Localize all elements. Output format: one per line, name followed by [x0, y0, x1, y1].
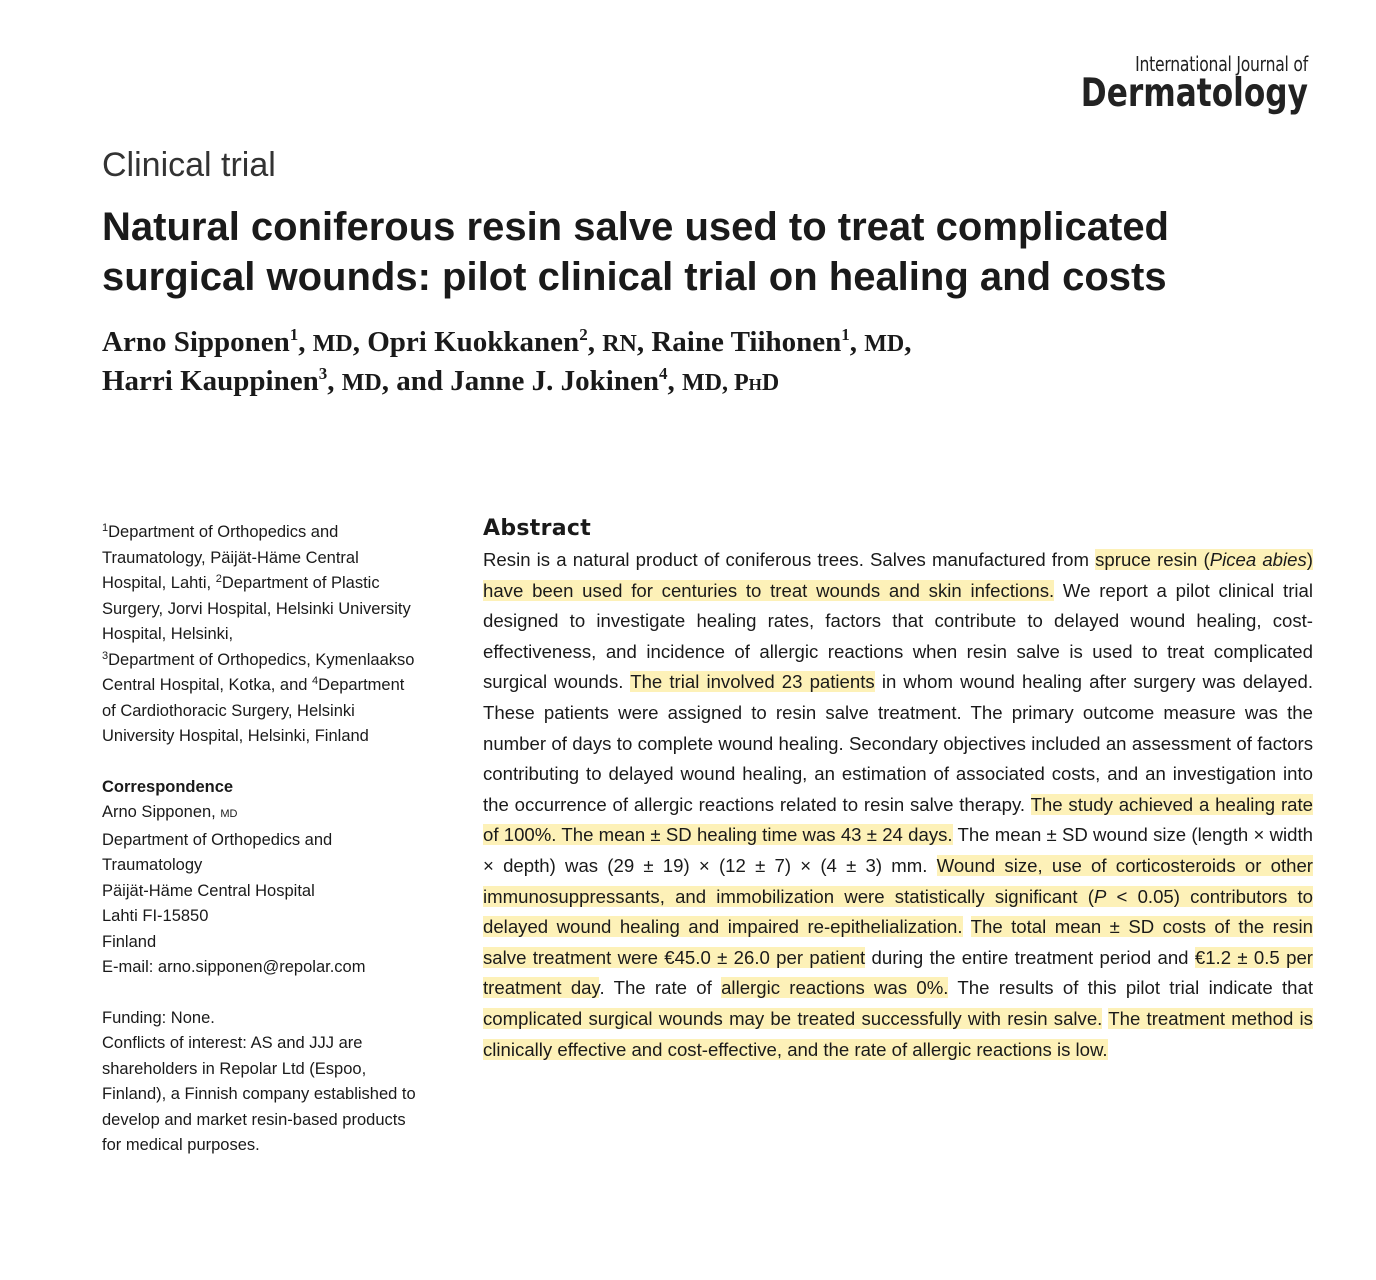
journal-logo — [1024, 52, 1308, 114]
correspondence-heading: Correspondence — [102, 777, 234, 796]
highlight: The study achieved a healing rate of 100%. The mean ± SD healing time was 43 ± 24 days. — [483, 793, 1313, 846]
correspondence-hospital: Päijät-Häme Central Hospital — [102, 881, 315, 900]
journal-name-line1: International Journal of — [1135, 52, 1308, 76]
author-list — [102, 324, 1102, 402]
affiliations: $^1$Department of Orthopedics and Traumatology, Päijät-Häme Central Hospital, Lahti, $^2$Department of Plastic Surgery, Jorvi Hospital, Helsinki University Hospital, Helsinki, $^3$Department of Orthopedics, Kymenlaakso Central Hospital, Kotka, and $^4$Department of Cardiothoracic Surgery, Helsinki University Hospital, Helsinki, Finland — [102, 522, 415, 745]
highlight: €1.2 ± 0.5 per treatment day — [483, 946, 1313, 999]
highlight: spruce resin (Picea abies) have been used for centuries to treat wounds and skin infections. — [483, 549, 1313, 601]
sidebar — [102, 520, 422, 1184]
correspondence-country: Finland — [102, 932, 157, 951]
correspondence-city: Lahti FI-15850 — [102, 907, 209, 925]
highlight: The total mean ± SD costs of the resin salve treatment were €45.0 ± 26.0 per patient — [483, 916, 1313, 968]
conflicts-of-interest: Conflicts of interest: AS and JJJ are shareholders in Repolar Ltd (Espoo, Finland), a Finnish company established to develop and market resin-based products for medical purposes. — [102, 1034, 416, 1154]
journal-name-line2: Dermatology — [1080, 71, 1308, 116]
highlight: The treatment method is clinically effective and cost-effective, and the rate of allergic reactions is low. — [483, 1007, 1313, 1060]
correspondence — [102, 775, 422, 981]
abstract-heading: Abstract — [483, 516, 592, 541]
highlight: allergic reactions was 0%. — [721, 977, 949, 999]
highlight: The trial involved 23 patients — [630, 671, 875, 693]
correspondence-name: Arno Sipponen, MD — [102, 803, 238, 821]
article-title: Natural coniferous resin salve used to treat complicated surgical wounds: pilot clinical trial on healing and costs — [102, 205, 1169, 299]
correspondence-email[interactable]: E-mail: arno.sipponen@repolar.com — [102, 958, 366, 976]
funding: Funding: None. — [102, 1008, 215, 1027]
author: Arno Sipponen$^1$, MD, — [102, 325, 368, 358]
abstract — [483, 516, 1313, 1065]
abstract-body: Resin is a natural product of coniferous trees. Salves manufactured from spruce resin (Picea abies) have been used for centuries to treat wounds and skin infections. We report a pilot clinical trial designed to investigate healing rates, factors that contribute to delayed wound healing, cost-effectiveness, and incidence of allergic reactions when resin salve is used to treat complicated surgical wounds. The trial involved 23 patients in whom wound healing after surgery was delayed. These patients were assigned to resin salve treatment. The primary outcome measure was the number of days to complete wound healing. Secondary objectives included an assessment of factors contributing to delayed wound healing, an estimation of associated costs, and an investigation into the occurrence of allergic reactions related to resin salve therapy. The study achieved a healing rate of 100%. The mean ± SD healing time was 43 ± 24 days. The mean ± SD wound size (length × width × depth) was (29 ± 19) × (12 ± 7) × (4 ± 3) mm. Wound size, use of corticosteroids or other immunosuppressants, and immobilization were statistically significant (P < 0.05) contributors to delayed wound healing and impaired re-epithelialization. The total mean ± SD costs of the resin salve treatment were €45.0 ± 26.0 per patient during the entire treatment period and €1.2 ± 0.5 per treatment day. The rate of allergic reactions was 0%. The results of this pilot trial indicate that complicated surgical wounds may be treated successfully with resin salve. The treatment method is clinically effective and cost-effective, and the rate of allergic reactions is low. — [483, 549, 1313, 1060]
funding-block — [102, 1006, 422, 1159]
correspondence-dept: Department of Orthopedics and Traumatology — [102, 830, 333, 874]
author: Raine Tiihonen$^1$, MD, — [651, 325, 912, 358]
author: Janne J. Jokinen$^4$, MD, PhD — [450, 364, 780, 397]
highlight: Wound size, use of corticosteroids or other immunosuppressants, and immobilization were statistically significant (P < 0.05) contributors to delayed wound healing and impaired re-epithelialization. — [483, 854, 1313, 938]
author: Harri Kauppinen$^3$, MD, and — [102, 364, 451, 397]
highlight: complicated surgical wounds may be treated successfully with resin salve. — [483, 1007, 1103, 1029]
author: Opri Kuokkanen$^2$, RN, — [367, 325, 652, 358]
section-label: Clinical trial — [102, 146, 276, 184]
